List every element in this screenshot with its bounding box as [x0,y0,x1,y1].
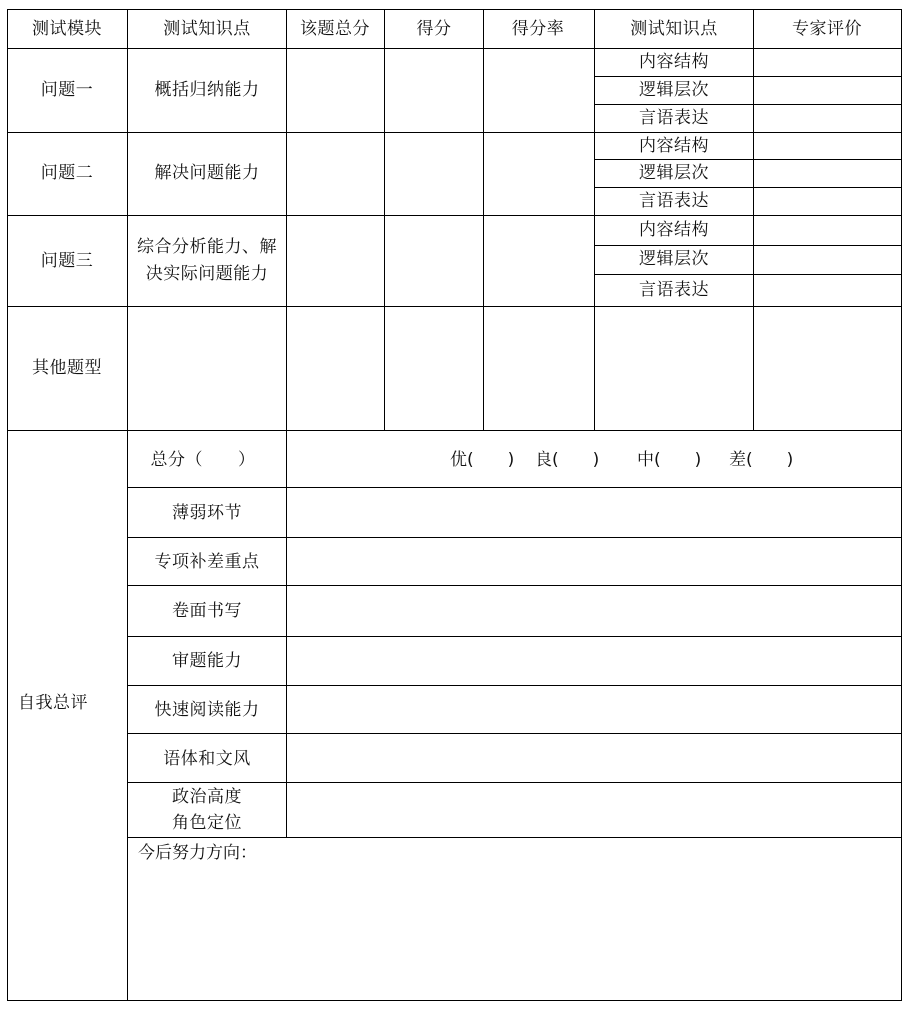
grade-excellent: 优( ) [450,450,515,470]
eval-item-label: 卷面书写 [172,601,242,621]
rule [594,104,902,105]
header-knowledge-point-2: 测试知识点 [630,19,718,39]
rule [483,9,484,431]
rule [7,132,902,133]
rule [594,9,595,431]
point-label: 逻辑层次 [639,163,709,183]
rule [7,9,8,1001]
self-eval-label: 自我总评 [18,693,88,713]
module-label: 问题三 [40,251,94,271]
future-direction-label: 今后努力方向： [138,843,257,863]
rule [127,585,902,586]
module-label: 问题一 [40,80,94,100]
grade-poor: 差( ) [729,450,794,470]
skill-label-line: 决实际问题能力 [145,264,269,284]
rule [127,837,902,838]
point-label: 内容结构 [639,52,709,72]
rule [7,306,902,307]
rule [594,76,902,77]
header-module: 测试模块 [32,19,102,39]
rule [594,159,902,160]
rule [753,9,754,431]
rule [594,274,902,275]
rule [594,245,902,246]
point-label: 言语表达 [639,108,709,128]
rule [127,636,902,637]
rule [127,733,902,734]
rule [7,430,902,431]
point-label: 内容结构 [639,136,709,156]
rule [286,9,287,838]
header-expert-review: 专家评价 [792,19,862,39]
rule [7,48,902,49]
rule [7,1000,902,1001]
header-score-rate: 得分率 [511,19,565,39]
grade-good: 良( ) [535,450,600,470]
eval-item-label: 审题能力 [172,651,242,671]
point-label: 言语表达 [639,191,709,211]
skill-label-line: 综合分析能力、解 [137,237,277,257]
point-label: 逻辑层次 [639,80,709,100]
rule [127,537,902,538]
other-type-label: 其他题型 [32,358,102,378]
rule [127,9,128,1001]
module-label: 问题二 [40,163,94,183]
rule [901,9,902,1001]
rule [7,9,902,10]
point-label: 内容结构 [639,220,709,240]
total-score-label: 总分（ ） [150,450,256,470]
grade-average: 中( ) [637,450,702,470]
rule [127,487,902,488]
skill-label: 概括归纳能力 [154,80,260,100]
point-label: 逻辑层次 [639,249,709,269]
eval-item-label: 快速阅读能力 [154,700,260,720]
header-score: 得分 [416,19,452,39]
rule [127,782,902,783]
eval-item-label: 薄弱环节 [172,503,242,523]
rule [384,9,385,431]
skill-label: 解决问题能力 [154,163,260,183]
rule [7,215,902,216]
eval-item-label-line: 角色定位 [172,813,242,833]
rule [594,187,902,188]
point-label: 言语表达 [639,280,709,300]
rule [127,685,902,686]
eval-item-label-line: 政治高度 [172,787,242,807]
header-knowledge-point: 测试知识点 [163,19,251,39]
eval-item-label: 语体和文风 [163,749,251,769]
header-total-score: 该题总分 [300,19,370,39]
eval-item-label: 专项补差重点 [154,552,260,572]
